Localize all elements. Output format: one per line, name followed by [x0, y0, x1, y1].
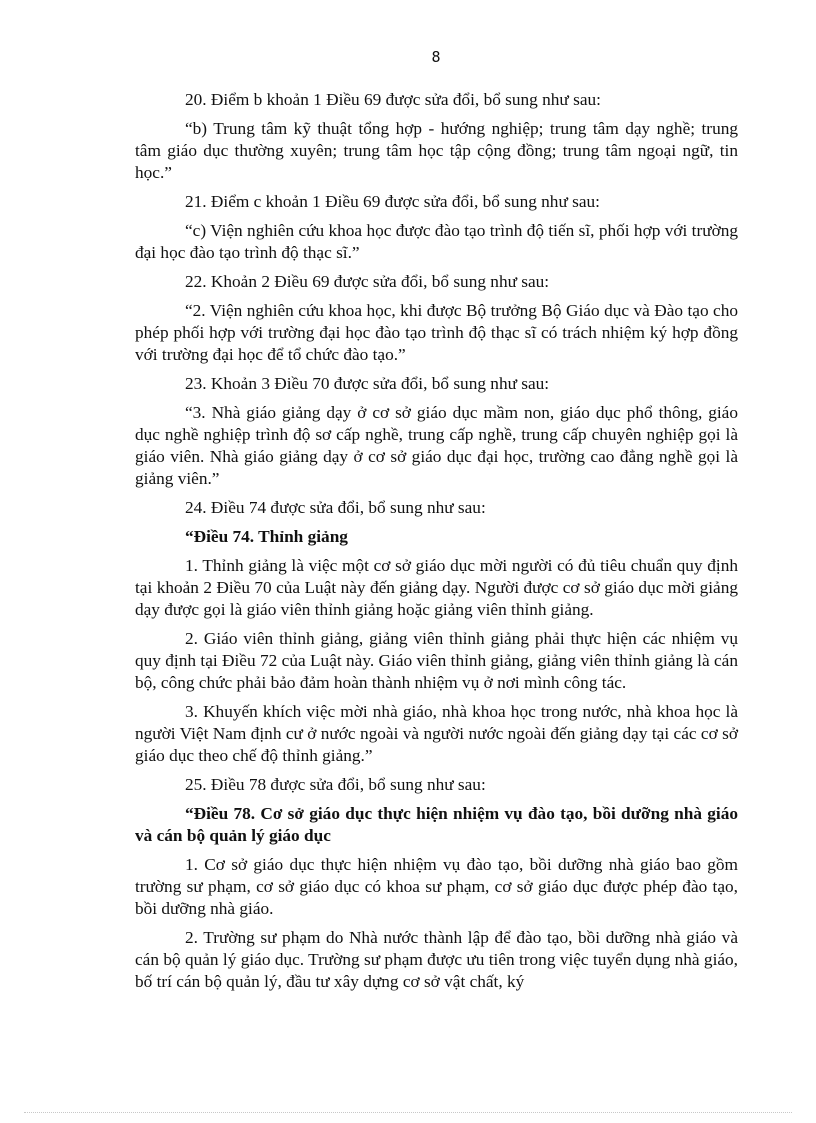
article-74-clause-3: 3. Khuyến khích việc mời nhà giáo, nhà khoa học trong nước, nhà khoa học là người Việt Nam định cư ở nước ngoài và người nước ngoài đến giảng dạy tại các cơ sở giáo dục theo chế độ thỉnh giảng.” — [135, 702, 738, 765]
paragraph-item-24: 24. Điều 74 được sửa đổi, bổ sung như sau: — [185, 498, 486, 517]
article-74-clause-2: 2. Giáo viên thỉnh giảng, giảng viên thỉnh giảng phải thực hiện các nhiệm vụ quy định tại Điều 72 của Luật này. Giáo viên thỉnh giảng, giảng viên thỉnh giảng là cán bộ, công chức phải bảo đảm hoàn thành nhiệm vụ ở nơi mình công tác. — [135, 629, 738, 692]
page-number: 8 — [431, 48, 441, 66]
article-78-clause-2: 2. Trường sư phạm do Nhà nước thành lập để đào tạo, bồi dưỡng nhà giáo và cán bộ quản lý giáo dục. Trường sư phạm được ưu tiên trong việc tuyển dụng nhà giáo, bố trí cán bộ quản lý, đầu tư xây dựng cơ sở vật chất, ký — [135, 928, 738, 991]
paragraph-item-20: 20. Điểm b khoản 1 Điều 69 được sửa đổi, bổ sung như sau: — [185, 90, 601, 109]
page-bottom-divider — [24, 1112, 792, 1113]
paragraph-item-22: 22. Khoản 2 Điều 69 được sửa đổi, bổ sung như sau: — [185, 272, 550, 291]
paragraph-quote-point-c: “c) Viện nghiên cứu khoa học được đào tạo trình độ tiến sĩ, phối hợp với trường đại học đào tạo trình độ thạc sĩ.” — [135, 221, 738, 262]
document-body — [135, 89, 738, 1000]
paragraph-item-25: 25. Điều 78 được sửa đổi, bổ sung như sau: — [185, 775, 486, 794]
paragraph-item-23: 23. Khoản 3 Điều 70 được sửa đổi, bổ sung như sau: — [185, 374, 550, 393]
paragraph-quote-point-b: “b) Trung tâm kỹ thuật tổng hợp - hướng nghiệp; trung tâm dạy nghề; trung tâm giáo dục thường xuyên; trung tâm học tập cộng đồng; trung tâm ngoại ngữ, tin học.” — [135, 119, 738, 182]
article-78-heading: “Điều 78. Cơ sở giáo dục thực hiện nhiệm vụ đào tạo, bồi dưỡng nhà giáo và cán bộ quản lý giáo dục — [135, 804, 738, 845]
paragraph-quote-clause-3: “3. Nhà giáo giảng dạy ở cơ sở giáo dục mầm non, giáo dục phổ thông, giáo dục nghề nghiệp trình độ sơ cấp nghề, trung cấp nghề, trung cấp chuyên nghiệp gọi là giáo viên. Nhà giáo giảng dạy ở cơ sở giáo dục đại học, trường cao đẳng nghề gọi là giảng viên.” — [135, 403, 738, 488]
paragraph-quote-clause-2: “2. Viện nghiên cứu khoa học, khi được Bộ trưởng Bộ Giáo dục và Đào tạo cho phép phối hợp với trường đại học đào tạo trình độ thạc sĩ có trách nhiệm ký hợp đồng với trường đại học để tổ chức đào tạo.” — [135, 301, 738, 364]
paragraph-item-21: 21. Điểm c khoản 1 Điều 69 được sửa đổi, bổ sung như sau: — [185, 192, 600, 211]
article-74-clause-1: 1. Thỉnh giảng là việc một cơ sở giáo dục mời người có đủ tiêu chuẩn quy định tại khoản 2 Điều 70 của Luật này đến giảng dạy. Người được cơ sở giáo dục mời giảng dạy được gọi là giáo viên thỉnh giảng hoặc giảng viên thỉnh giảng. — [135, 556, 738, 619]
article-78-clause-1: 1. Cơ sở giáo dục thực hiện nhiệm vụ đào tạo, bồi dưỡng nhà giáo bao gồm trường sư phạm, cơ sở giáo dục có khoa sư phạm, cơ sở giáo dục được phép đào tạo, bồi dưỡng nhà giáo. — [135, 855, 738, 918]
article-74-heading: “Điều 74. Thỉnh giảng — [185, 527, 348, 546]
